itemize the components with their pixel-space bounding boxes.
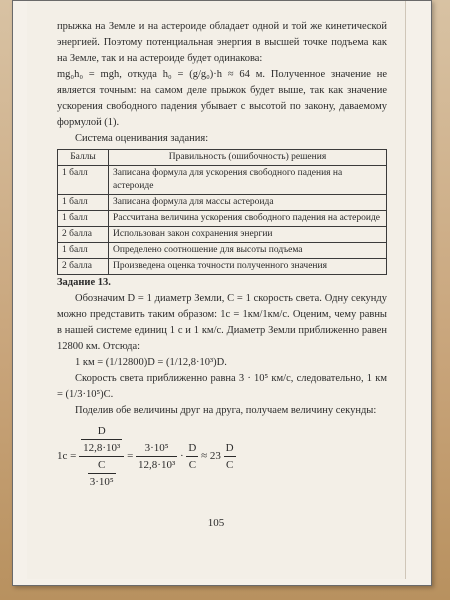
task-paragraph-3: Поделив обе величины друг на друга, получаем величину секунды: <box>75 405 377 416</box>
formula-fraction-4 <box>224 440 236 473</box>
formula-dot: · <box>180 450 184 463</box>
table-row <box>58 195 387 211</box>
table-row <box>58 227 387 243</box>
task-equation-1: 1 км = (1/12800)D = (1/12,8·10³)D. <box>75 357 227 368</box>
header-correctness: Правильность (ошибочность) решения <box>109 150 387 166</box>
table-header-row <box>58 150 387 166</box>
criterion-cell: Записана формула для ускорения свободного падения на астероиде <box>109 166 387 195</box>
table-caption: Система оценивания задания: <box>75 133 209 144</box>
second-formula <box>57 423 387 493</box>
table-row <box>58 166 387 195</box>
points-cell: 1 балл <box>58 211 109 227</box>
formula-fraction-2 <box>136 440 177 473</box>
criterion-cell: Рассчитана величина ускорения свободного падения на астероиде <box>109 211 387 227</box>
paragraph-1: прыжка на Земле и на астероиде обладает одной и той же кинетической энергией. Поэтому потенциальная энергия в высшей точке подъема как на Земле, так и на астероиде будет одинакова: <box>57 21 387 64</box>
formula-fraction-compound <box>79 423 124 490</box>
frac-num-top: D <box>81 423 122 440</box>
frac-num-bot: 12,8·10³ <box>83 442 121 454</box>
table-row <box>58 211 387 227</box>
criterion-cell: Определено соотношение для высоты подъема <box>109 243 387 259</box>
frac2-den: 12,8·10³ <box>138 459 176 471</box>
header-points: Баллы <box>58 150 109 166</box>
frac3-den: C <box>188 459 197 471</box>
frac3-num: D <box>186 440 198 457</box>
criterion-cell: Произведена оценка точности полученного значения <box>109 259 387 275</box>
points-cell: 1 балл <box>58 243 109 259</box>
frac4-den: C <box>225 459 234 471</box>
grading-table <box>57 149 387 275</box>
frac-den-top: C <box>88 457 116 474</box>
task-paragraph-1: Обозначим D = 1 диаметр Земли, C = 1 скорость света. Одну секунду можно представить таким образом: 1с = 1км/1км/с. Оценим, чему равны в нашей системе единиц 1 с и 1 км/с. Диаметр Земли приближенно равен 12800 км. Отсюда: <box>57 293 387 352</box>
criterion-cell: Записана формула для массы астероида <box>109 195 387 211</box>
book <box>12 0 432 586</box>
table-row <box>58 259 387 275</box>
criterion-cell: Использован закон сохранения энергии <box>109 227 387 243</box>
book-page <box>27 1 405 579</box>
formula-fraction-3 <box>186 440 198 473</box>
frac-den-bot: 3·10⁵ <box>89 476 114 488</box>
formula-1: mg₀h₀ = mgh, откуда h₀ = (g/g₀)·h ≈ 64 м. Полученное значение не является точным: на самом деле прыжок будет выше, так как значение ускорения свободного падения убывает с высотой по закону, даваемому формулой (1). <box>57 69 387 128</box>
points-cell: 1 балл <box>58 195 109 211</box>
frac2-num: 3·10⁵ <box>136 440 177 457</box>
formula-equals: = <box>127 450 134 463</box>
task-paragraph-2: Скорость света приближенно равна 3 · 10⁵ км/с, следовательно, 1 км = (1/3·10⁵)C. <box>57 373 387 400</box>
formula-approx: ≈ 23 <box>201 450 221 463</box>
page-number: 105 <box>207 517 225 529</box>
page-content <box>57 19 387 493</box>
points-cell: 2 балла <box>58 227 109 243</box>
formula-lhs: 1с = <box>57 450 77 463</box>
table-row <box>58 243 387 259</box>
points-cell: 2 балла <box>58 259 109 275</box>
frac4-num: D <box>224 440 236 457</box>
task-title: Задание 13. <box>57 277 111 288</box>
points-cell: 1 балл <box>58 166 109 195</box>
